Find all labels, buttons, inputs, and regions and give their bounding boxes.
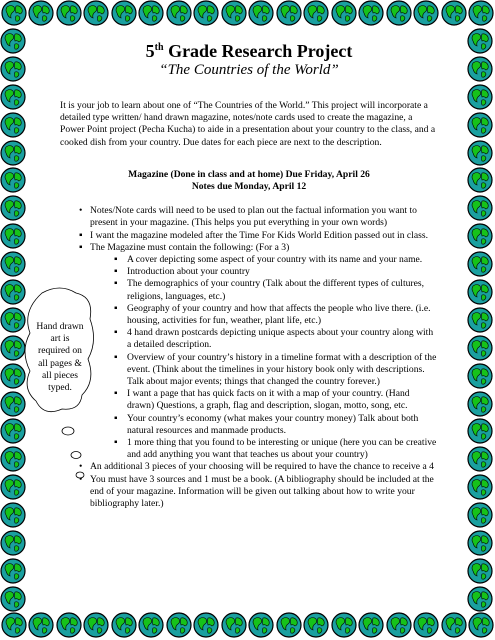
globe-icon — [0, 112, 26, 138]
list-item-label: The Magazine must contain the following: (For a 3) — [90, 241, 290, 253]
globe-icon — [83, 612, 109, 638]
globe-icon — [0, 307, 26, 333]
list-item: ▪ 1 more thing that you found to be interesting or unique (here you can be creative and add anything you want that teaches us about your country) — [90, 437, 438, 461]
globe-icon — [1, 0, 27, 26]
globe-icon — [358, 0, 384, 26]
page-subtitle: “The Countries of the World” — [159, 62, 339, 78]
page-title: 5th Grade Research Project — [145, 41, 353, 61]
globe-icon — [467, 28, 493, 54]
globe-icon — [467, 195, 493, 221]
notes-due-date: Notes due Monday, April 12 — [191, 181, 307, 193]
globe-icon — [303, 612, 329, 638]
globe-icon — [441, 0, 467, 26]
globe-icon — [386, 0, 412, 26]
list-item: ▪ Overview of your country’s history in a timeline format with a description of the event. (Think about the timelines in your history book only with descriptions. Talk about major events; things that changed the country forever.) — [90, 352, 438, 389]
globe-icon — [56, 0, 82, 26]
thought-bubble — [24, 285, 96, 411]
globe-icon — [467, 586, 493, 612]
list-item: ▪ A cover depicting some aspect of your country with its name and your name. — [90, 254, 438, 266]
globe-icon — [358, 612, 384, 638]
globe-icon — [111, 0, 137, 26]
requirements-list — [60, 205, 438, 510]
document-page — [60, 38, 438, 510]
globe-icon — [303, 0, 329, 26]
globe-icon — [166, 612, 192, 638]
globe-icon — [467, 502, 493, 528]
globe-icon — [0, 56, 26, 82]
globe-icon — [0, 558, 26, 584]
globe-icon — [221, 0, 247, 26]
globe-icon — [467, 558, 493, 584]
globe-icon — [221, 612, 247, 638]
list-item: ▪ Introduction about your country — [90, 266, 438, 278]
globe-icon — [0, 223, 26, 249]
globe-icon — [467, 335, 493, 361]
globe-icon — [413, 612, 439, 638]
globe-icon — [0, 418, 26, 444]
globe-icon — [28, 612, 54, 638]
list-item: • Notes/Note cards will need to be used to plan out the factual information you want to present in your magazine. (This helps you put everything in your own words) — [60, 205, 438, 229]
globe-icon — [467, 112, 493, 138]
globe-icon — [138, 612, 164, 638]
globe-icon — [0, 391, 26, 417]
globe-icon — [0, 474, 26, 500]
globe-icon — [276, 612, 302, 638]
list-item: ▪ Your country’s economy (what makes your country money) Talk about both natural resources and manmade products. — [90, 413, 438, 437]
globe-icon — [193, 612, 219, 638]
section-heading — [60, 169, 438, 193]
list-item — [60, 242, 438, 462]
page-border-bottom — [0, 612, 495, 640]
globe-icon — [248, 612, 274, 638]
globe-icon — [166, 0, 192, 26]
globe-icon — [467, 140, 493, 166]
globe-icon — [467, 223, 493, 249]
globe-icon — [467, 418, 493, 444]
list-item: ▪ Geography of your country and how that affects the people who live there. (i.e. housing, activities for fun, weather, plant life, etc.) — [90, 303, 438, 327]
globe-icon — [0, 28, 26, 54]
globe-icon — [0, 84, 26, 110]
globe-icon — [467, 307, 493, 333]
magazine-due-date: Magazine (Done in class and at home) Due Friday, April 26 — [128, 168, 370, 180]
globe-icon — [441, 612, 467, 638]
globe-icon — [1, 612, 27, 638]
globe-icon — [111, 612, 137, 638]
globe-icon — [0, 195, 26, 221]
globe-icon — [0, 530, 26, 556]
globe-icon — [468, 0, 494, 26]
globe-icon — [28, 0, 54, 26]
globe-icon — [467, 279, 493, 305]
globe-icon — [0, 502, 26, 528]
globe-icon — [0, 363, 26, 389]
globe-icon — [83, 0, 109, 26]
globe-icon — [0, 167, 26, 193]
globe-icon — [248, 0, 274, 26]
globe-icon — [0, 335, 26, 361]
globe-icon — [467, 84, 493, 110]
globe-icon — [467, 474, 493, 500]
globe-icon — [413, 0, 439, 26]
globe-icon — [467, 391, 493, 417]
globe-icon — [386, 612, 412, 638]
globe-icon — [468, 612, 494, 638]
globe-icon — [467, 251, 493, 277]
globe-icon — [0, 140, 26, 166]
globe-icon — [56, 612, 82, 638]
globe-icon — [0, 446, 26, 472]
list-item: • An additional 3 pieces of your choosing will be required to have the chance to receive a 4 — [60, 461, 438, 473]
intro-paragraph: It is your job to learn about one of “The Countries of the World.” This project will incorporate a detailed type written/ hand drawn magazine, notes/note cards used to create the magazine, a Power Point project (Pecha Kucha) to aide in a presentation about your country to the class, and a cooked dish from your country. Due dates for each piece are next to the description. — [60, 100, 436, 148]
globe-icon — [138, 0, 164, 26]
page-border-right — [467, 28, 495, 612]
globe-icon — [467, 56, 493, 82]
list-item: ▪ I want the magazine modeled after the Time For Kids World Edition passed out in class. — [60, 230, 438, 242]
globe-icon — [0, 251, 26, 277]
list-item: ▪ I want a page that has quick facts on it with a map of your country. (Hand drawn) Questions, a graph, flag and description, slogan, motto, song, etc. — [90, 388, 438, 412]
globe-icon — [193, 0, 219, 26]
list-item: • You must have 3 sources and 1 must be a book. (A bibliography should be included at the end of your magazine. Information will be given out talking about how to write your bibliography later.) — [60, 474, 438, 511]
globe-icon — [467, 167, 493, 193]
list-item: ▪ 4 hand drawn postcards depicting unique aspects about your country along with a detailed description. — [90, 327, 438, 351]
globe-icon — [0, 279, 26, 305]
globe-icon — [467, 446, 493, 472]
globe-icon — [331, 612, 357, 638]
globe-icon — [276, 0, 302, 26]
page-border-top — [0, 0, 495, 28]
globe-icon — [467, 363, 493, 389]
list-item: ▪ The demographics of your country (Talk about the different types of cultures, religions, languages, etc.) — [90, 278, 438, 302]
thought-bubble-text: Hand drawn art is required on all pages & all pieces typed. — [36, 321, 84, 394]
globe-icon — [331, 0, 357, 26]
globe-icon — [0, 586, 26, 612]
globe-icon — [467, 530, 493, 556]
